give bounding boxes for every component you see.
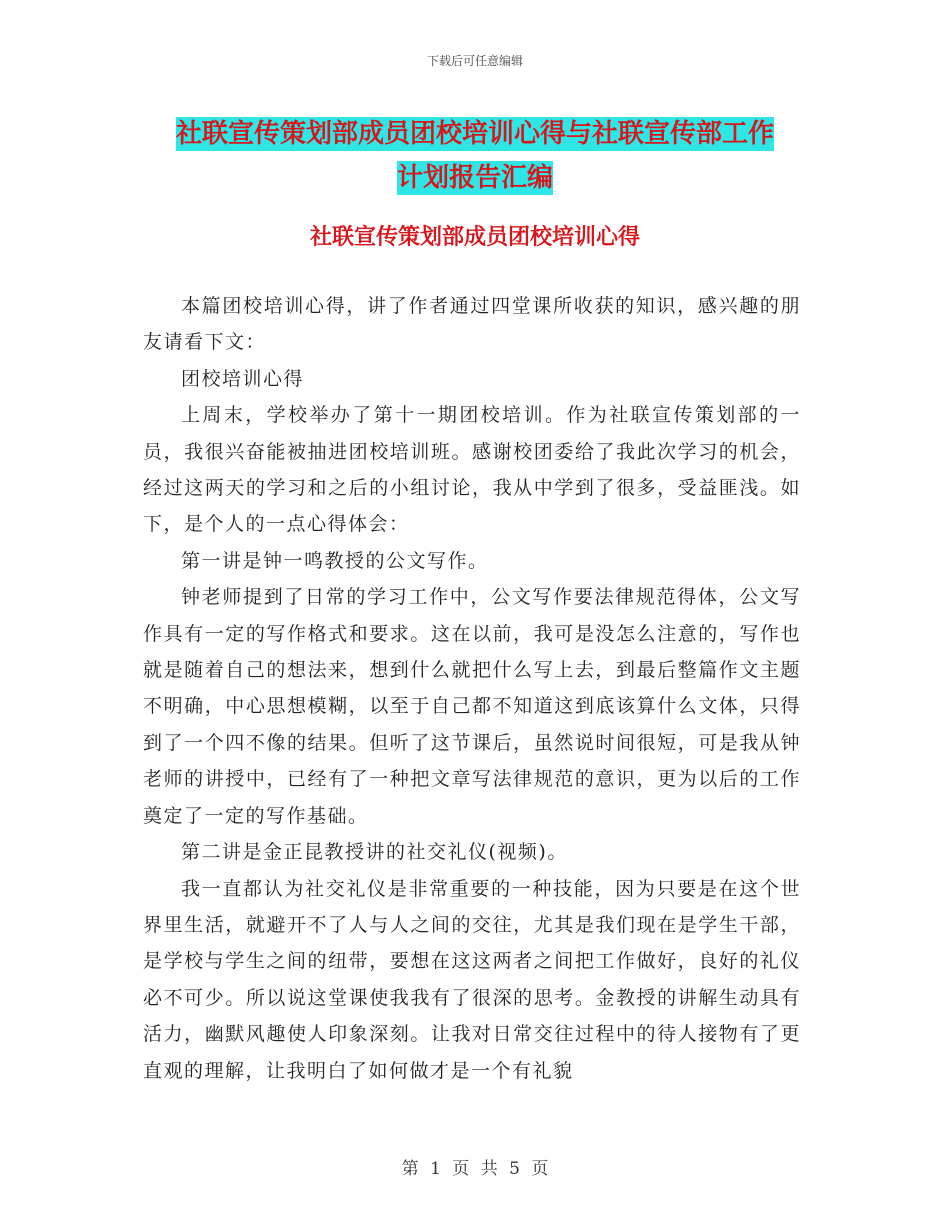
paragraph: 本篇团校培训心得，讲了作者通过四堂课所收获的知识，感兴趣的朋友请看下文： (143, 295, 801, 354)
document-title-line-1: 社联宣传策划部成员团校培训心得与社联宣传部工作 (175, 119, 774, 149)
section-title: 社联宣传策划部成员团校培训心得 (309, 224, 640, 250)
document-title (140, 112, 810, 200)
paragraph: 我一直都认为社交礼仪是非常重要的一种技能，因为只要是在这个世界里生活，就避开不了人与人之间的交往，尤其是我们现在是学生干部，是学校与学生之间的纽带，要想在这这两者之间把工作做好，良好的礼仪必不可少。所以说这堂课使我我有了很深的思考。金教授的讲解生动具有活力，幽默风趣使人印象深刻。让我对日常交往过程中的待人接物有了更直观的理解，让我明白了如何做才是一个有礼貌 (143, 877, 801, 1082)
paragraph: 团校培训心得 (181, 367, 305, 390)
paragraph: 钟老师提到了日常的学习工作中，公文写作要法律规范得体，公文写作具有一定的写作格式和要求。这在以前，我可是没怎么注意的，写作也就是随着自己的想法来，想到什么就把什么写上去，到最后整篇作文主题不明确，中心思想模糊，以至于自己都不知道这到底该算什么文体，只得到了一个四不像的结果。但听了这节课后，虽然说时间很短，可是我从钟老师的讲授中，已经有了一种把文章写法律规范的意识，更为以后的工作奠定了一定的写作基础。 (143, 586, 801, 827)
paragraph: 第一讲是钟一鸣教授的公文写作。 (181, 549, 489, 572)
paragraph: 上周末，学校举办了第十一期团校培训。作为社联宣传策划部的一员，我很兴奋能被抽进团校培训班。感谢校团委给了我此次学习的机会，经过这两天的学习和之后的小组讨论，我从中学到了很多，受益匪浅。如下，是个人的一点心得体会： (143, 404, 801, 536)
header-note: 下载后可任意编辑 (426, 54, 523, 68)
document-body (143, 288, 801, 1089)
page-number-footer: 第 1 页 共 5 页 (401, 1159, 549, 1179)
document-title-line-2: 计划报告汇编 (396, 163, 553, 193)
paragraph: 第二讲是金正昆教授讲的社交礼仪(视频)。 (181, 841, 568, 864)
